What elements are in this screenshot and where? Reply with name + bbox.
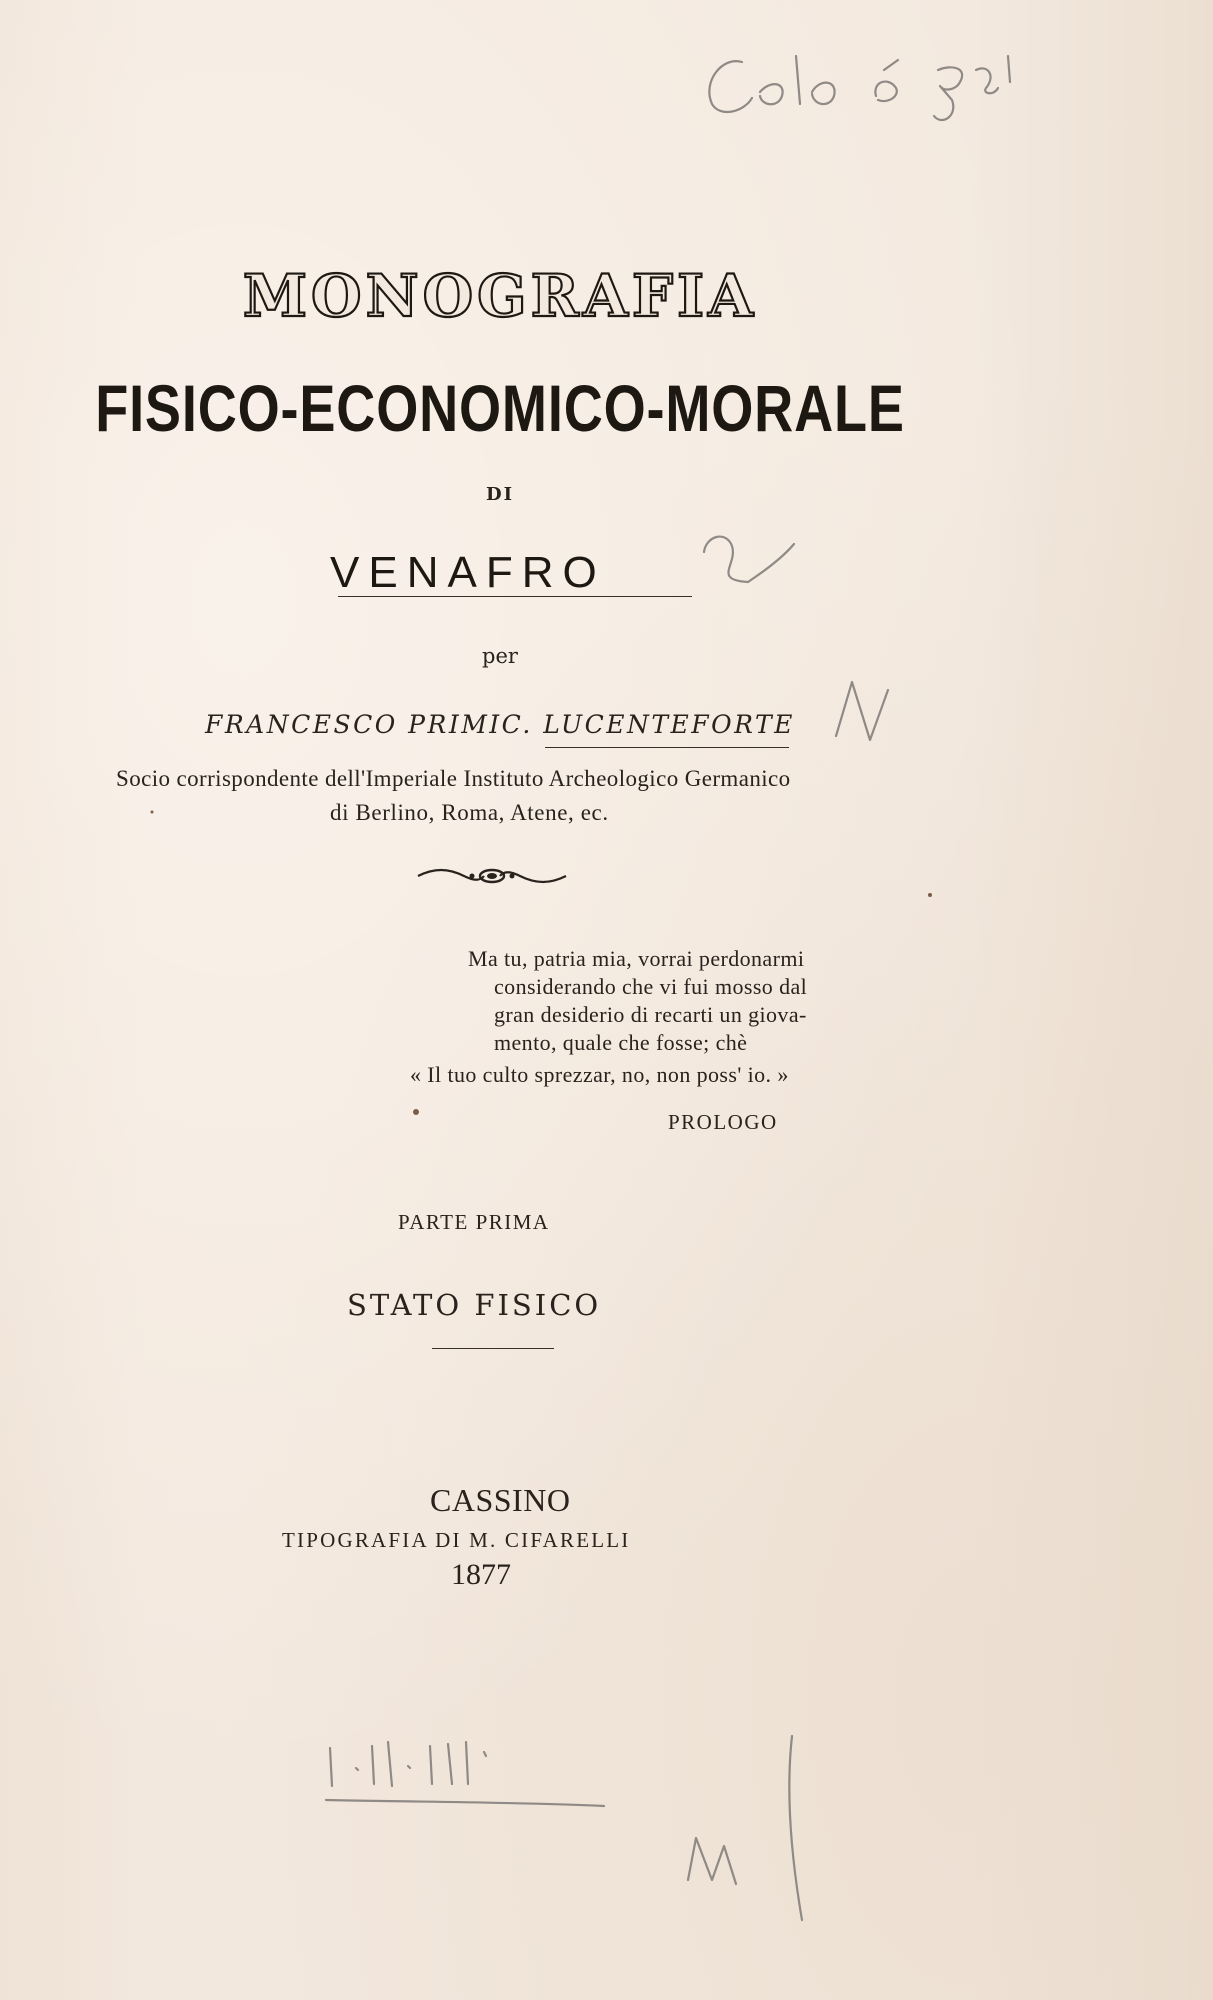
pencil-roman-numerals xyxy=(330,1748,332,1786)
epigraph-attribution: PROLOGO xyxy=(668,1110,778,1134)
pencil-scribble-top xyxy=(709,61,752,112)
author-affiliation-1: Socio corrispondente dell'Imperiale Instituto Archeologico Germanico xyxy=(116,766,791,791)
pencil-letter-m xyxy=(688,1838,736,1884)
author-name: FRANCESCO PRIMIC. LUCENTEFORTE xyxy=(205,710,795,739)
epigraph-line: gran desiderio di recarti un giova- xyxy=(494,1002,807,1027)
epigraph-line: Ma tu, patria mia, vorrai perdonarmi xyxy=(468,946,805,971)
epigraph-line: mento, quale che fosse; chè xyxy=(494,1030,748,1055)
part-label: PARTE PRIMA xyxy=(398,1210,550,1234)
pencil-number-2 xyxy=(704,537,794,582)
epigraph-line: « Il tuo culto sprezzar, no, non poss' io. » xyxy=(410,1062,789,1087)
epigraph-line: considerando che vi fui mosso dal xyxy=(494,974,808,999)
pencil-letter-n xyxy=(836,682,888,740)
imprint-printer: TIPOGRAFIA DI M. CIFARELLI xyxy=(282,1528,631,1552)
author-affiliation-2: di Berlino, Roma, Atene, ec. xyxy=(330,800,609,825)
imprint-city: CASSINO xyxy=(430,1482,571,1518)
imprint-year: 1877 xyxy=(451,1558,511,1591)
title-line-1: MONOGRAFIA xyxy=(242,262,758,330)
byline-per: per xyxy=(482,644,518,668)
title-line-2: FISICO-ECONOMICO-MORALE xyxy=(95,371,905,445)
title-place: VENAFRO xyxy=(330,548,606,597)
title-of: DI xyxy=(485,484,515,505)
section-title: STATO FISICO xyxy=(347,1288,602,1322)
